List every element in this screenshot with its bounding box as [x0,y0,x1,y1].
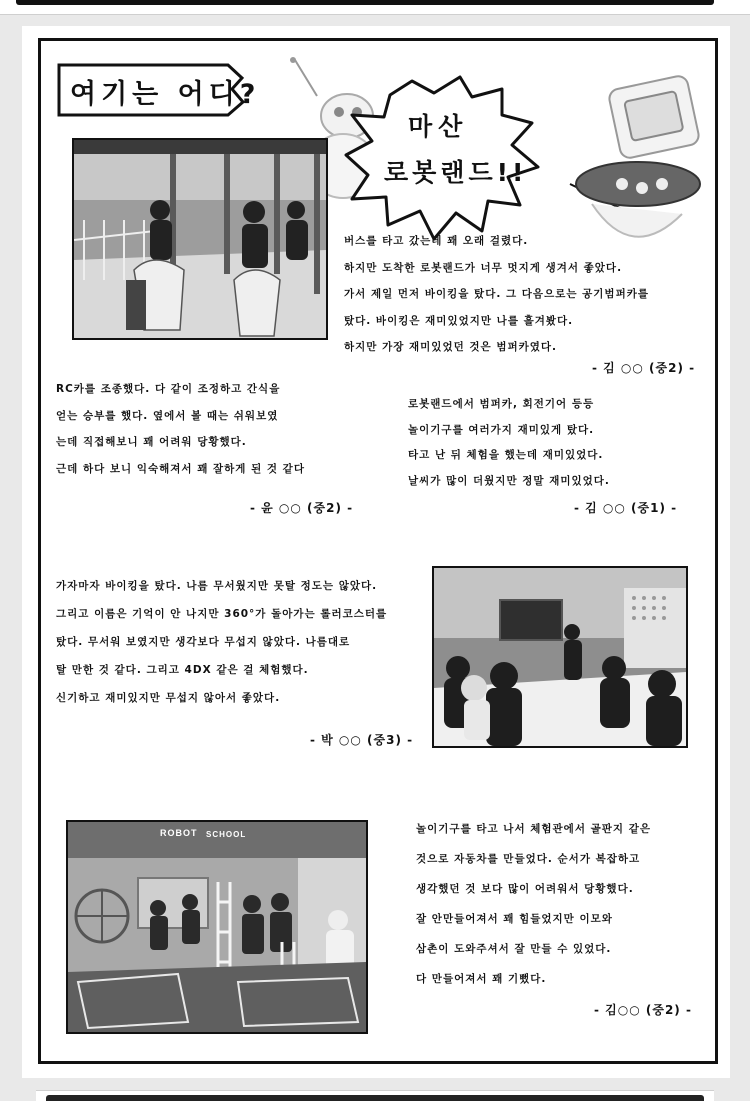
entry-2-signature: - 윤 ○○ (중2) - [250,501,354,515]
classroom-photo [432,566,688,748]
entry-4-line: 그리고 이름은 기억이 안 나지만 360°가 돌아가는 롤러코스터를 [56,608,388,620]
previous-page-edge [0,0,750,15]
entry-1-line: 버스를 타고 갔는데 꽤 오래 걸렸다. [344,235,529,247]
entry-3-text [408,392,610,494]
entry-3-line: 로봇랜드에서 범퍼카, 회전기어 등등 [408,398,595,410]
entry-3-line: 놀이기구를 여러가지 재미있게 탔다. [408,423,595,436]
entry-4-line: 탈 만한 것 같다. 그리고 4DX 같은 걸 체험했다. [56,664,309,676]
entry-5-line: 생각했던 것 보다 많이 어려워서 당황했다. [416,883,634,895]
entry-4-line: 탔다. 무서워 보였지만 생각보다 무섭지 않았다. 나름대로 [56,636,351,648]
robot-drawing-right [552,64,712,254]
entry-2-line: 얻는 승부를 했다. 옆에서 볼 때는 쉬워보였 [56,409,279,422]
entry-2-line: RC카를 조종했다. 다 같이 조정하고 간식을 [56,383,281,395]
robot-school-photo [66,820,368,1034]
entry-1-line: 하지만 가장 재미있었던 것은 범퍼카였다. [344,341,558,353]
entry-1-line: 가서 제일 먼저 바이킹을 탔다. 그 다음으로는 공기범퍼카를 [344,288,650,300]
page-title: 여기는 어디? [70,79,261,110]
burst-line-1: 마산 [408,112,469,141]
robot-school-sign-left: ROBOT [160,828,198,838]
location-burst [342,71,542,246]
entry-5-signature: - 김○○ (중2) - [594,1003,692,1017]
entry-3-signature: - 김 ○○ (중1) - [574,501,678,515]
entry-5-line: 것으로 자동차를 만들었다. 순서가 복잡하고 [416,853,641,865]
entry-4-text [56,572,387,712]
next-page-edge [36,1090,714,1101]
entry-1-line: 탔다. 바이킹은 재미있었지만 나를 흘겨봤다. [344,314,574,327]
entry-1-signature: - 김 ○○ (중2) - [592,361,696,375]
entry-5-line: 잘 안만들어져서 꽤 힘들었지만 이모와 [416,913,613,925]
robot-school-sign-right: SCHOOL [206,830,247,839]
entry-3-line: 타고 난 뒤 체험을 했는데 재미있었다. [408,449,604,461]
entry-1-line: 하지만 도착한 로봇랜드가 너무 멋지게 생겨서 좋았다. [344,261,623,274]
entry-5-line: 다 만들어져서 꽤 기뻤다. [416,973,547,985]
entry-4-line: 신기하고 재미있지만 무섭지 않아서 좋았다. [56,692,281,704]
title-label [56,62,261,118]
entry-2-line: 는데 직접해보니 꽤 어려워 당황했다. [56,436,247,448]
burst-line-2: 로봇랜드!! [384,158,528,187]
entry-5-line: 놀이기구를 타고 나서 체험관에서 골판지 같은 [416,823,651,835]
entry-5-text [416,814,651,994]
entry-2-text [56,376,305,482]
carousel-photo [72,138,328,340]
entry-2-line: 근데 하다 보니 익숙해져서 꽤 잘하게 된 것 같다 [56,462,305,475]
entry-4-signature: - 박 ○○ (중3) - [310,733,414,747]
entry-1-text [344,228,649,361]
entry-3-line: 날씨가 많이 더웠지만 정말 재미있었다. [408,474,610,487]
newsletter-page [22,26,730,1078]
entry-4-line: 가자마자 바이킹을 탔다. 나름 무서웠지만 못탈 정도는 않았다. [56,580,378,592]
entry-5-line: 삼촌이 도와주셔서 잘 만들 수 있었다. [416,943,612,955]
